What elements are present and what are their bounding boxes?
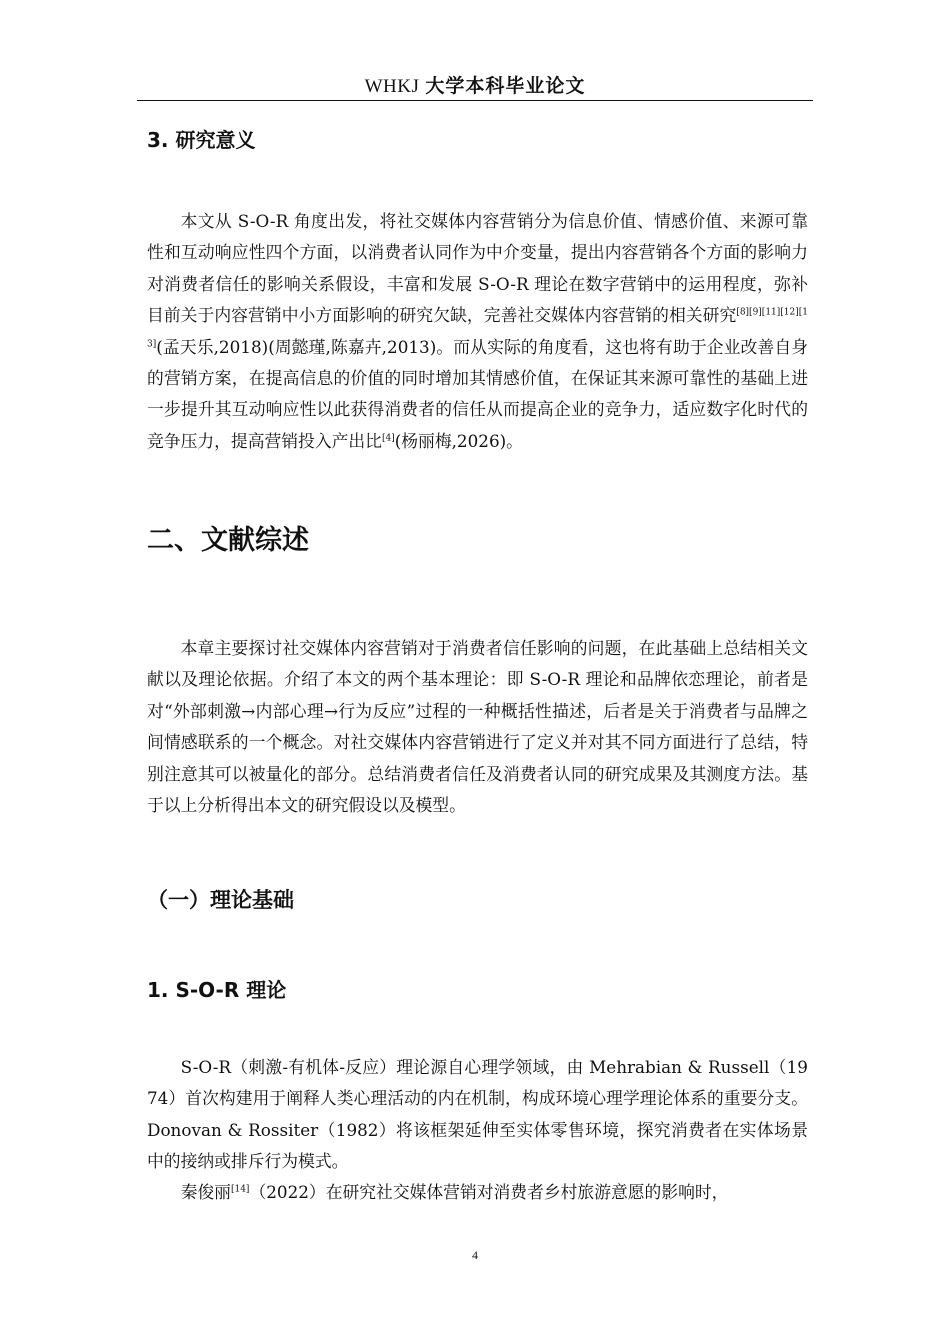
citation: [14] xyxy=(230,1184,250,1195)
page-number: 4 xyxy=(472,1248,478,1262)
citation: [8][9][11][12][13] xyxy=(147,307,808,350)
paragraph-research-significance xyxy=(147,206,808,457)
chapter-heading-literature-review: 二、文献综述 xyxy=(147,525,309,556)
text-run: 本文从 S-O-R 角度出发，将社交媒体内容营销分为信息价值、情感价值、来源可靠性和互动响应性四个方面，以消费者认同作为中介变量，提出内容营销各个方面的影响力对消费者信任的影响关系假设，丰富和发展 S-O-R 理论在数字营销中的运用程度，弥补目前关于内容营销中小方面影响的研究欠缺，完善社交媒体内容营销的相关研究 xyxy=(147,211,808,326)
paragraph-chapter-intro: 本章主要探讨社交媒体内容营销对于消费者信任影响的问题，在此基础上总结相关文献以及理论依据。介绍了本文的两个基本理论：即 S-O-R 理论和品牌依恋理论，前者是对“外部刺激→内部心理→行为反应”过程的一种概括性描述，后者是关于消费者与品牌之间情感联系的一个概念。对社交媒体内容营销进行了定义并对其不同方面进行了总结，特别注意其可以被量化的部分。总结消费者信任及消费者认同的研究成果及其测度方法。基于以上分析得出本文的研究假设以及模型。 xyxy=(147,638,808,816)
page-header xyxy=(137,72,813,101)
header-prefix: WHKJ xyxy=(364,76,420,97)
text-run: 秦俊丽 xyxy=(180,1182,231,1202)
header-title: 大学本科毕业论文 xyxy=(425,75,586,97)
section-heading-research-significance: 3. 研究意义 xyxy=(147,128,256,152)
paragraph-sor-theory: S-O-R（刺激-有机体-反应）理论源自心理学领域，由 Mehrabian & Russell（1974）首次构建用于阐释人类心理活动的内在机制，构成环境心理学理论体系的重要分支。Donovan & Rossiter（1982）将该框架延伸至实体零售环境，探究消费者在实体场景中的接纳或排斥行为模式。 xyxy=(147,1057,808,1172)
citation: [4] xyxy=(381,433,395,444)
text-run: (孟天乐,2018)(周懿瑾,陈嘉卉,2013)。而从实际的角度看，这也将有助于企业改善自身的营销方案，在提高信息的价值的同时增加其情感价值，在保证其来源可靠性的基础上进一步提升其互动响应性以此获得消费者的信任从而提高企业的竞争力，适应数字化时代的竞争压力，提高营销投入产出比 xyxy=(147,336,808,451)
paragraph-sor-continued xyxy=(147,1177,808,1208)
text-run: (杨丽梅,2026)。 xyxy=(394,430,523,451)
subsection-heading-sor-theory: 1. S-O-R 理论 xyxy=(147,978,287,1002)
text-run: （2022）在研究社交媒体营销对消费者乡村旅游意愿的影响时， xyxy=(249,1182,729,1202)
section-heading-theory-basis: （一）理论基础 xyxy=(147,888,294,912)
